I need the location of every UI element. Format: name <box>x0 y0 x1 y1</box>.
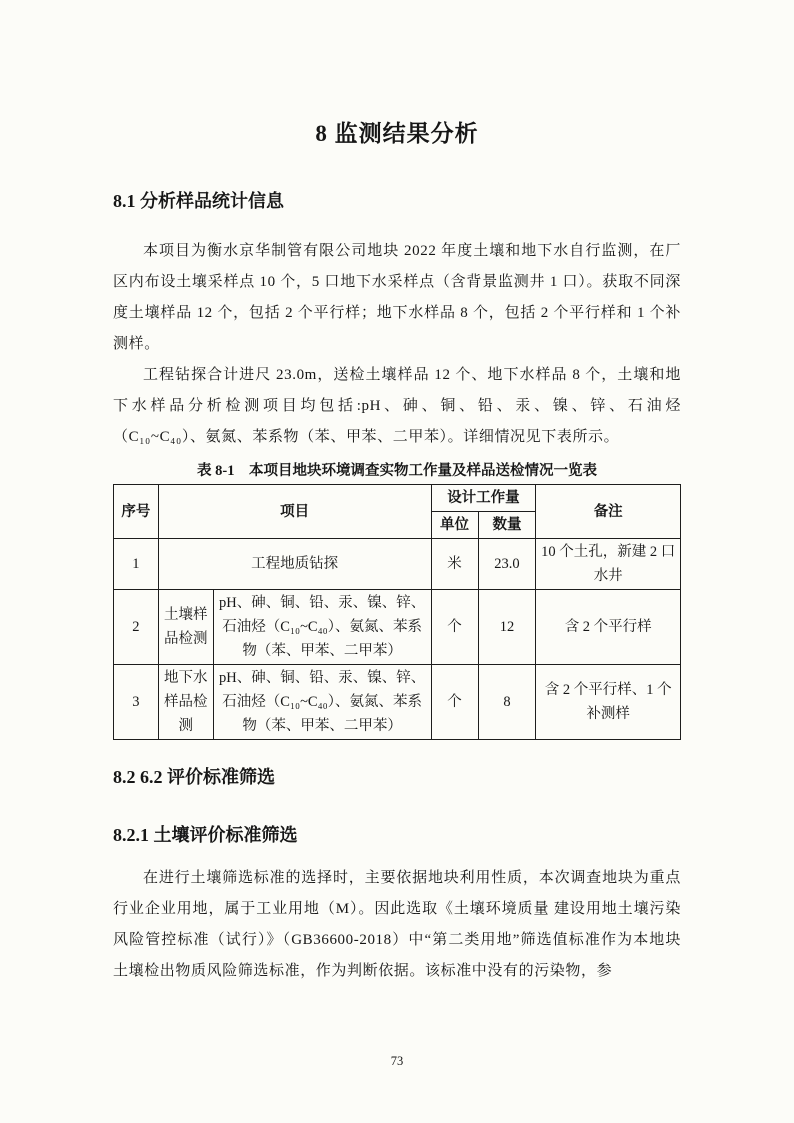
cell-unit: 米 <box>431 539 478 590</box>
cell-seq: 3 <box>114 665 159 740</box>
col-header-unit: 单位 <box>431 512 478 539</box>
col-header-design-workload: 设计工作量 <box>431 485 536 512</box>
heading-8-2-1: 8.2.1 土壤评价标准筛选 <box>113 825 298 845</box>
cell-analytes: pH、砷、铜、铅、汞、镍、锌、石油烃（C₁₀~C₄₀）、氨氮、苯系物（苯、甲苯、二甲苯） <box>213 665 431 740</box>
paragraph-sampling-overview: 本项目为衡水京华制管有限公司地块 2022 年度土壤和地下水自行监测，在厂区内布设土壤采样点 10 个，5 口地下水采样点（含背景监测井 1 口）。获取不同深度土壤样品 12 个，包括 2 个平行样；地下水样品 8 个，包括 2 个平行样和 1 个补测样。 <box>113 243 681 352</box>
cell-unit: 个 <box>431 665 478 740</box>
cell-analytes: pH、砷、铜、铅、汞、镍、锌、石油烃（C₁₀~C₄₀）、氨氮、苯系物（苯、甲苯、二甲苯） <box>213 590 431 665</box>
cell-quantity: 12 <box>478 590 536 665</box>
workload-table <box>113 484 681 740</box>
cell-category: 土壤样品检测 <box>158 590 213 665</box>
table-row-soil-samples <box>114 590 681 665</box>
cell-project: 工程地质钻探 <box>158 539 431 590</box>
paragraph-soil-screening-standard: 在进行土壤筛选标准的选择时，主要依据地块利用性质，本次调查地块为重点行业企业用地，属于工业用地（M）。因此选取《土壤环境质量 建设用地土壤污染风险管控标准（试行）》（GB36600-2018）中“第二类用地”筛选值标准作为本地块土壤检出物质风险筛选标准，作为判断依据。该标准中没有的污染物，参 <box>113 870 681 979</box>
heading-8-1: 8.1 分析样品统计信息 <box>113 191 284 211</box>
document-title: 8 监测结果分析 <box>315 121 479 146</box>
col-header-seq: 序号 <box>114 485 159 539</box>
cell-seq: 2 <box>114 590 159 665</box>
heading-8-2: 8.2 6.2 评价标准筛选 <box>113 767 275 787</box>
cell-quantity: 23.0 <box>478 539 536 590</box>
cell-remarks: 10 个土孔，新建 2 口水井 <box>536 539 681 590</box>
col-header-quantity: 数量 <box>478 512 536 539</box>
cell-remarks: 含 2 个平行样、1 个补测样 <box>536 665 681 740</box>
cell-category: 地下水样品检测 <box>158 665 213 740</box>
table-row-groundwater-samples <box>114 665 681 740</box>
cell-remarks: 含 2 个平行样 <box>536 590 681 665</box>
table-header-row-1 <box>114 485 681 512</box>
paragraph-drilling-and-analytes: 工程钻探合计进尺 23.0m，送检土壤样品 12 个、地下水样品 8 个，土壤和地下水样品分析检测项目均包括:pH、砷、铜、铅、汞、镍、锌、石油烃（C₁₀~C₄₀）、氨氮、苯系物（苯、甲苯、二甲苯）。详细情况见下表所示。 <box>113 367 681 445</box>
cell-quantity: 8 <box>478 665 536 740</box>
table-row-drilling <box>114 539 681 590</box>
col-header-remarks: 备注 <box>536 485 681 539</box>
col-header-project: 项目 <box>158 485 431 539</box>
page-number: 73 <box>390 1054 404 1068</box>
cell-seq: 1 <box>114 539 159 590</box>
table-caption: 表 8-1 本项目地块环境调查实物工作量及样品送检情况一览表 <box>197 463 597 479</box>
cell-unit: 个 <box>431 590 478 665</box>
